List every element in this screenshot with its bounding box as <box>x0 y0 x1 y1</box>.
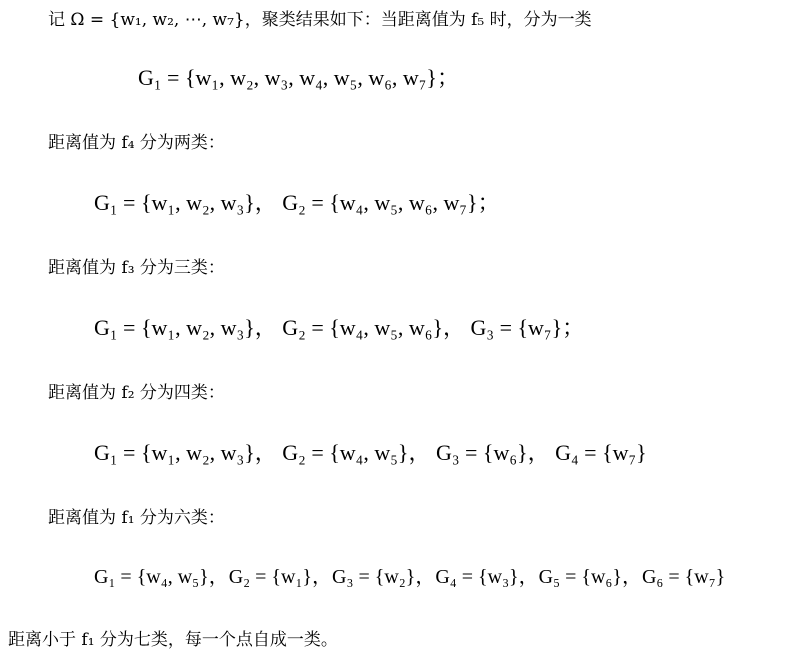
intro-line: 记 Ω = {w₁, w₂, ⋯, w₇}，聚类结果如下：当距离值为 f₅ 时，分为一类 <box>48 10 592 30</box>
level4-heading: 距离值为 f₄ 分为两类： <box>48 133 225 153</box>
level4-groups-formula: G₁ = {w₁, w₂, w₃}， G₂ = {w₄, w₅, w₆, w₇}； <box>94 190 500 215</box>
level3-heading: 距离值为 f₃ 分为三类： <box>48 258 225 278</box>
level5-groups-formula: G₁ = {w₁, w₂, w₃, w₄, w₅, w₆, w₇}； <box>138 65 459 90</box>
level1-heading: 距离值为 f₁ 分为六类： <box>48 508 225 528</box>
final-statement: 距离小于 f₁ 分为七类，每一个点自成一类。 <box>8 630 338 650</box>
level1-groups-formula: G₁ = {w₄, w₅}，G₂ = {w₁}，G₃ = {w₂}，G₄ = {w₃}，G₅ = {w₆}，G₆ = {w₇} <box>94 566 726 588</box>
level3-groups-formula: G₁ = {w₁, w₂, w₃}， G₂ = {w₄, w₅, w₆}， G₃ = {w₇}； <box>94 315 585 340</box>
level2-heading: 距离值为 f₂ 分为四类： <box>48 383 225 403</box>
level2-groups-formula: G₁ = {w₁, w₂, w₃}， G₂ = {w₄, w₅}， G₃ = {w₆}， G₄ = {w₇} <box>94 440 647 465</box>
